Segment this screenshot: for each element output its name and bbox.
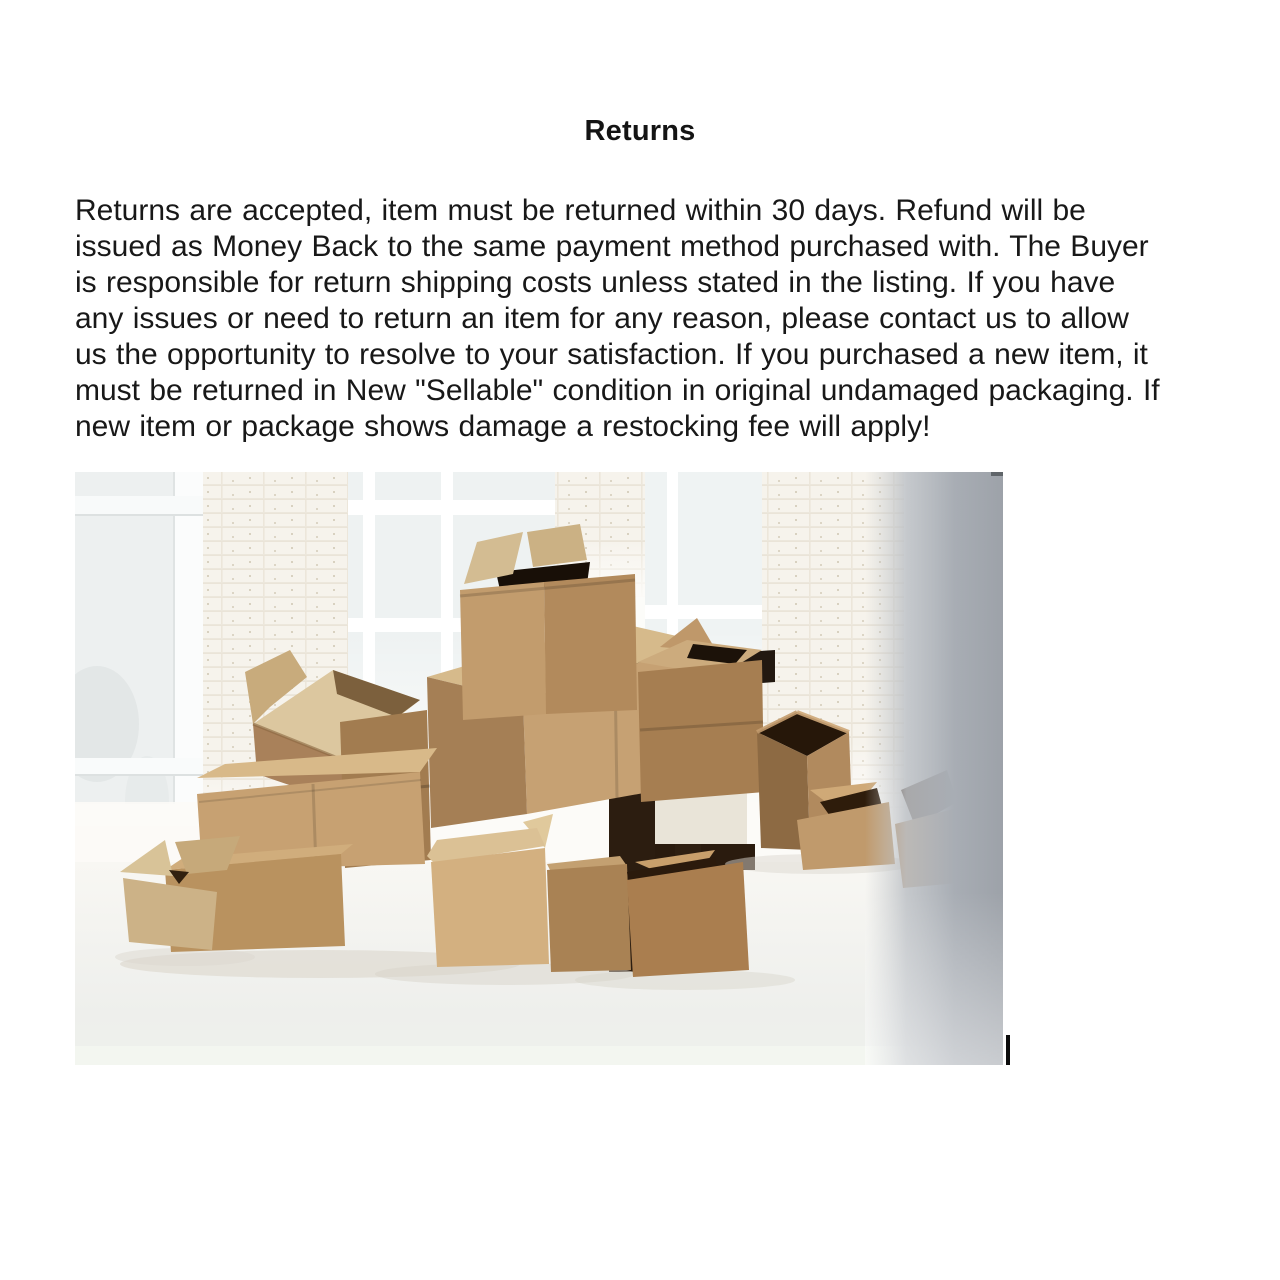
gray-foreground-wall <box>865 472 1003 1065</box>
box-front-right <box>547 856 631 972</box>
box-front-middle <box>627 850 749 977</box>
image-row <box>75 472 1280 1065</box>
policy-text: Returns are accepted, item must be returned within 30 days. Refund will be issued as Money Back to the same payment method purchased with. The Buyer is responsible for return shipping costs unless stated in the listing. If you have any issues or need to return an item for any reason, please contact us to allow us the opportunity to resolve to your satisfaction. If you purchased a new item, it must be returned in New "Sellable" condition in original undamaged packaging. If new item or package shows damage a restocking fee will apply! <box>75 194 1160 443</box>
page-title: Returns <box>584 115 696 147</box>
moving-boxes-photo <box>75 472 1003 1065</box>
moving-boxes-illustration <box>75 472 1003 1065</box>
text-cursor <box>1006 1035 1010 1065</box>
